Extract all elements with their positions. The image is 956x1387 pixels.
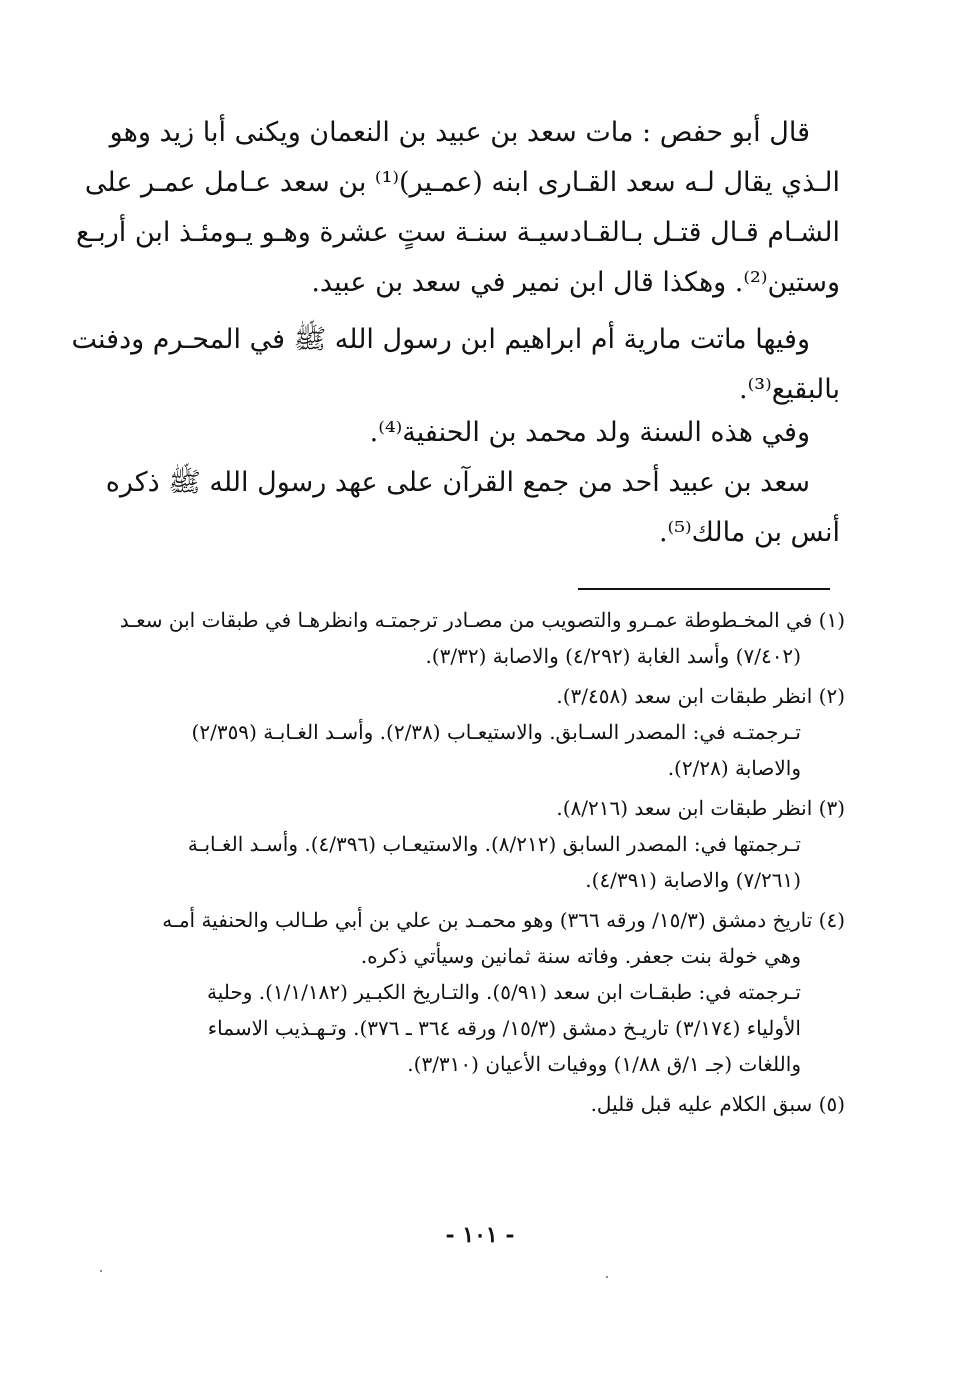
scan-speck — [100, 1270, 102, 1272]
text-line: بالبقيع⁽³⁾. — [739, 374, 840, 405]
text-line: الشـام قـال قتـل بـالقـادسيـة سنـة ستٍ عشرة وهـو يـومئـذ ابن أربـع — [75, 217, 840, 248]
main-paragraph-1 — [75, 108, 840, 308]
main-paragraph-3 — [130, 408, 840, 458]
footnote-2: (٢) انظر طبقات ابن سعد (٣/٤٥٨). — [556, 684, 845, 708]
main-paragraph-2 — [71, 315, 840, 415]
footnote-line: تـرجمتـه في: المصدر السـابق. والاستيعـاب (٢/٣٨). وأسـد الغـابـة (٢/٣٥٩) — [191, 720, 801, 744]
footnote-line: وهي خولة بنت جعفر. وفاته سنة ثمانين وسيأتي ذكره. — [360, 944, 801, 968]
footnote-5: (٥) سبق الكلام عليه قبل قليل. — [590, 1092, 845, 1116]
text-line: سعد بن عبيد أحد من جمع القرآن على عهد رسول الله ﷺ ذكره — [105, 467, 810, 498]
footnote-4: (٤) تاريخ دمشق (١٥/٣/ ورقه ٣٦٦) وهو محمـد بن علي بن أبي طـالب والحنفية أمـه — [162, 908, 845, 932]
text-line: قال أبو حفص : مات سعد بن عبيد بن النعمان ويكنى أبا زيد وهو — [109, 117, 810, 148]
footnote-separator — [578, 588, 830, 590]
footnote-line: تـرجمتها في: المصدر السابق (٨/٢١٢). والاستيعـاب (٤/٣٩٦). وأسـد الغـابـة — [187, 832, 801, 856]
page-number: - ١٠١ - — [445, 1222, 515, 1248]
footnote-line: تـرجمته في: طبقـات ابن سعد (٥/٩١). والتـاريخ الكبـير (١/١/١٨٢). وحلية — [206, 980, 801, 1004]
footnotes — [119, 602, 845, 1122]
footnote-line: والاصابة (٢/٢٨). — [667, 756, 801, 780]
text-line: وفيها ماتت مارية أم ابراهيم ابن رسول الله ﷺ في المحـرم ودفنت — [71, 324, 810, 355]
text-line: وفي هذه السنة ولد محمد بن الحنفية⁽⁴⁾. — [369, 417, 810, 448]
footnote-line: (٧/٤٠٢) وأسد الغابة (٤/٢٩٢) والاصابة (٣/٣٢). — [425, 644, 801, 668]
footnote-line: (٧/٢٦١) والاصابة (٤/٣٩١). — [585, 868, 801, 892]
footnote-1: (١) في المخـطوطة عمـرو والتصويب من مصـادر ترجمتـه وانظرهـا في طبقات ابن سعـد — [119, 608, 845, 632]
text-line: أنس بن مالك⁽⁵⁾. — [658, 517, 840, 548]
footnote-3: (٣) انظر طبقات ابن سعد (٨/٢١٦). — [556, 796, 845, 820]
text-line: الـذي يقال لـه سعد القـارى ابنه (عمـير)⁽¹⁾ بن سعد عـامل عمـر على — [84, 167, 840, 198]
footnote-line: واللغات (جـ ١/ق ١/٨٨) ووفيات الأعيان (٣/٣١٠). — [407, 1052, 801, 1076]
main-paragraph-4 — [105, 458, 840, 558]
text-line: وستين⁽²⁾. وهكذا قال ابن نمير في سعد بن عبيد. — [311, 267, 840, 298]
scan-speck — [606, 1276, 608, 1278]
footnote-line: الأولياء (٣/١٧٤) تاريـخ دمشق (١٥/٣/ ورقه ٣٦٤ ـ ٣٧٦). وتـهـذيب الاسماء — [207, 1016, 801, 1040]
